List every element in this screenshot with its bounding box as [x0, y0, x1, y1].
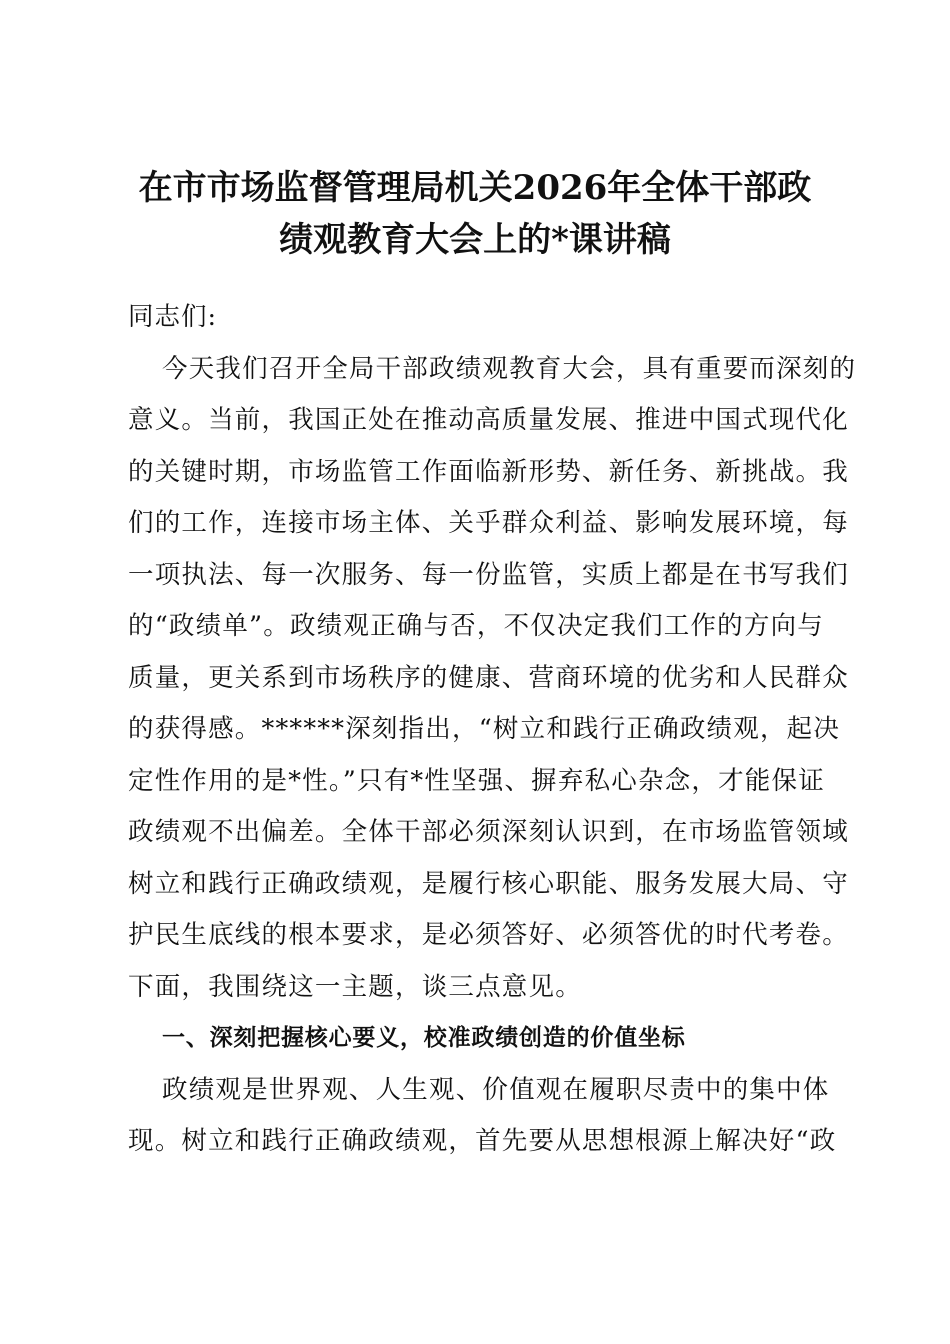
title-line-2: 绩观教育大会上的*课讲稿 — [279, 220, 671, 260]
paragraph-1-line-9: 定性作用的是*性。”只有*性坚强、摒弃私心杂念，才能保证 — [128, 765, 825, 796]
paragraph-1-line-5: 一项执法、每一次服务、每一份监管，实质上都是在书写我们 — [128, 559, 849, 590]
paragraph-1-line-4: 们的工作，连接市场主体、关乎群众利益、影响发展环境，每 — [128, 508, 849, 538]
title-line-1: 在市市场监督管理局机关2026年全体干部政 — [138, 168, 812, 208]
paragraph-1-line-2: 意义。当前，我国正处在推动高质量发展、推进中国式现代化 — [128, 405, 849, 435]
section-1-heading: 一、深刻把握核心要义，校准政绩创造的价值坐标 — [162, 1025, 686, 1051]
paragraph-1-line-11: 树立和践行正确政绩观，是履行核心职能、服务发展大局、守 — [128, 868, 849, 899]
paragraph-2-line-2: 现。树立和践行正确政绩观，首先要从思想根源上解决好“政 — [128, 1126, 837, 1156]
paragraph-2-line-1: 政绩观是世界观、人生观、价值观在履职尽责中的集中体 — [162, 1074, 830, 1105]
paragraph-1-line-1: 今天我们召开全局干部政绩观教育大会，具有重要而深刻的 — [162, 353, 857, 384]
salutation: 同志们: — [128, 302, 218, 332]
paragraph-1-line-7: 质量，更关系到市场秩序的健康、营商环境的优劣和人民群众 — [128, 662, 849, 693]
paragraph-1-line-6: 的“政绩单”。政绩观正确与否，不仅决定我们工作的方向与 — [128, 611, 824, 641]
document-body — [128, 292, 857, 1168]
paragraph-1-line-8: 的获得感。******深刻指出，“树立和践行正确政绩观，起决 — [128, 714, 841, 744]
paragraph-1-line-10: 政绩观不出偏差。全体干部必须深刻认识到，在市场监管领域 — [128, 817, 849, 847]
paragraph-1-line-12: 护民生底线的根本要求，是必须答好、必须答优的时代考卷。 — [128, 920, 849, 950]
paragraph-1-line-13: 下面，我围绕这一主题，谈三点意见。 — [128, 971, 582, 1002]
paragraph-1-line-3: 的关键时期，市场监管工作面临新形势、新任务、新挑战。我 — [128, 456, 849, 487]
document-title — [120, 162, 830, 266]
